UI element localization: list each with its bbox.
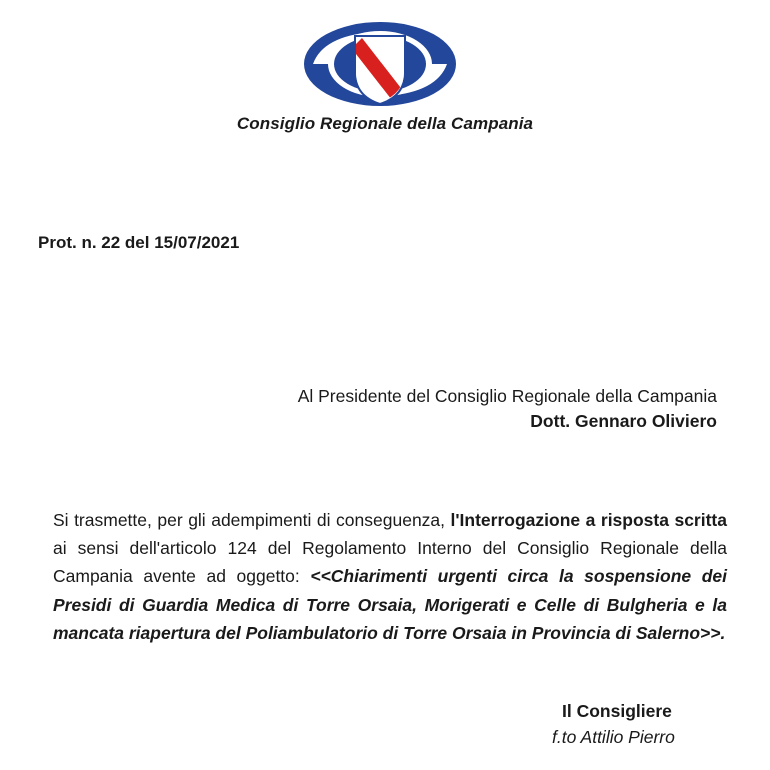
document-type: l'Interrogazione a risposta scritta	[450, 510, 727, 530]
body-middle: ai sensi dell'articolo 124 del Regolamento Interno del Consiglio Regionale della Campania avente ad oggetto:	[53, 538, 727, 587]
campania-emblem-logo	[303, 20, 457, 108]
recipient-name: Dott. Gennaro Oliviero	[530, 411, 717, 431]
subject-text: <<Chiarimenti urgenti circa la sospensione dei Presidi di Guardia Medica di Torre Orsaia, Morigerati e Celle di Bulgheria e la mancata riapertura del Poliambulatorio di Torre Orsaia in Provincia di Salerno>>.	[53, 566, 727, 643]
letter-body	[53, 506, 727, 647]
signature-block	[552, 698, 742, 750]
body-intro: Si trasmette, per gli adempimenti di conseguenza,	[53, 510, 451, 530]
signature-name: f.to Attilio Pierro	[552, 727, 675, 747]
protocol-number: Prot. n. 22 del 15/07/2021	[38, 233, 240, 252]
signature-title: Il Consigliere	[562, 701, 672, 721]
recipient-block	[298, 384, 717, 434]
recipient-title: Al Presidente del Consiglio Regionale della Campania	[297, 386, 717, 406]
organization-name: Consiglio Regionale della Campania	[236, 114, 534, 133]
